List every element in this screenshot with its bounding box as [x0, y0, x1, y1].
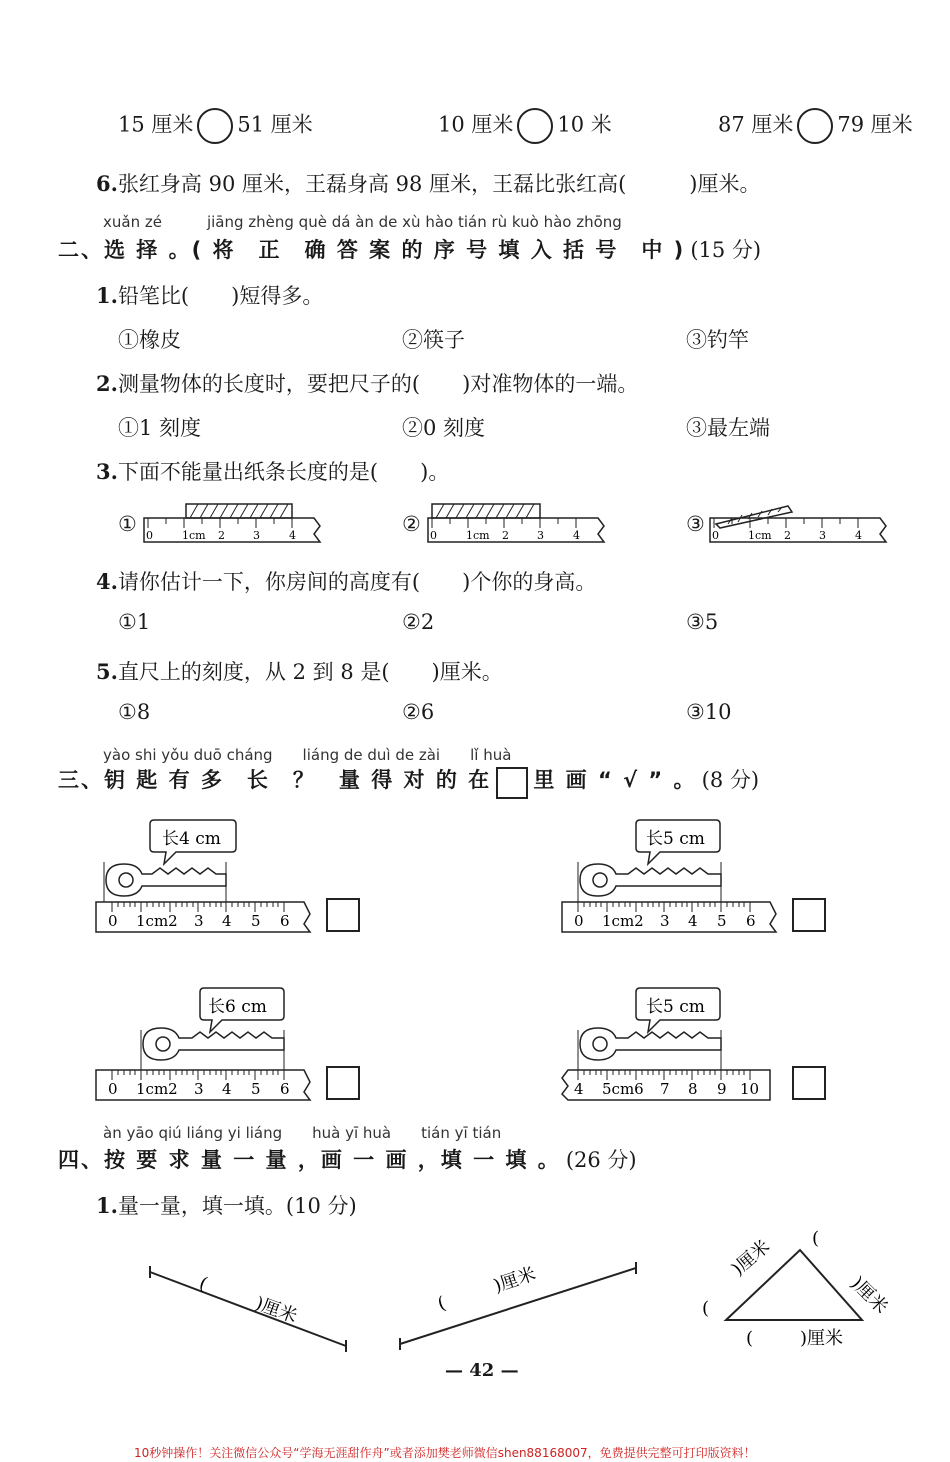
tick-label: 5 [251, 1080, 261, 1098]
triangle-left-unit: )厘米 [727, 1236, 775, 1280]
segment-1 [150, 1272, 346, 1346]
s2-q2-option-1[interactable]: ①1 刻度 [118, 416, 202, 440]
compare-item-2: 10 厘米 10 米 [438, 108, 612, 144]
s2-q1-option-3[interactable]: ③钓竿 [686, 328, 749, 352]
key-shape [580, 1028, 721, 1060]
tick-label: 0 [574, 912, 584, 930]
tick-label: 5cm6 [602, 1080, 644, 1098]
tick-label: 0 [146, 529, 153, 542]
s2-q4-option-1[interactable]: ①1 [118, 610, 151, 634]
ruler-with-strip-1 [142, 500, 327, 548]
strip-hatch [190, 504, 288, 518]
s2-q2-option-2[interactable]: ②0 刻度 [402, 416, 486, 440]
compare-item-3: 87 厘米 79 厘米 [718, 108, 913, 144]
bubble-label: 长5 cm [646, 829, 705, 849]
key-figure-3 [92, 982, 322, 1106]
key-answer-box-4[interactable] [792, 1066, 826, 1100]
tick-label: 4 [855, 529, 862, 542]
tick-label: 6 [280, 1080, 290, 1098]
page-number: — 42 — [445, 1360, 519, 1381]
tick-label: 3 [253, 529, 260, 542]
s2-question-1: 1.铅笔比( )短得多。 [96, 283, 324, 308]
key-figure-1 [92, 814, 322, 938]
tick-label: 4 [573, 529, 580, 542]
key-shape [580, 864, 721, 896]
tick-label: 3 [819, 529, 826, 542]
compare-item-1: 15 厘米 51 厘米 [118, 108, 313, 144]
tick-label: 9 [717, 1080, 727, 1098]
tick-label: 8 [688, 1080, 698, 1098]
s2-q3-option-1[interactable]: ① [118, 512, 137, 536]
key-shape [106, 864, 226, 896]
s4-question-1: 1.量一量，填一填。(10 分) [96, 1193, 357, 1218]
tick-label: 1cm2 [602, 912, 644, 930]
triangle-bottom-unit: )厘米 [800, 1328, 844, 1349]
ruler-with-strip-2 [426, 500, 611, 548]
tick-label: 0 [108, 1080, 118, 1098]
segment-2-unit: )厘米 [491, 1263, 539, 1297]
tick-label: 6 [280, 912, 290, 930]
section3-pinyin: yào shi yǒu duō cháng liáng de duì de zài lǐ huà [103, 746, 512, 764]
svg-text:(: ( [812, 1228, 820, 1249]
s2-q1-option-2[interactable]: ②筷子 [402, 328, 465, 352]
s2-q5-option-3[interactable]: ③10 [686, 700, 732, 724]
tick-label: 6 [746, 912, 756, 930]
s2-q3-option-2[interactable]: ② [402, 512, 421, 536]
s2-q3-option-3[interactable]: ③ [686, 512, 705, 536]
tick-label: 4 [289, 529, 296, 542]
tick-label: 0 [712, 529, 719, 542]
tick-label: 4 [688, 912, 698, 930]
s2-question-4: 4.请你估计一下，你房间的高度有( )个你的身高。 [96, 569, 597, 594]
tick-label: 10 [740, 1080, 760, 1098]
s2-q2-option-3[interactable]: ③最左端 [686, 416, 770, 440]
tick-label: 0 [108, 912, 118, 930]
compare-circle-1[interactable] [197, 108, 233, 144]
s2-question-5: 5.直尺上的刻度，从 2 到 8 是( )厘米。 [96, 659, 503, 684]
tick-label: 1cm [182, 529, 206, 542]
tick-label: 4 [222, 912, 232, 930]
answer-box-sample [496, 767, 528, 799]
tick-label: 7 [660, 1080, 670, 1098]
segment-1-unit: )厘米 [252, 1292, 300, 1328]
section4-header: 四、按 要 求 量 一 量 ，画 一 画 ，填 一 填 。 (26 分) [58, 1148, 637, 1172]
bubble-label: 长4 cm [162, 829, 221, 849]
s2-q5-option-1[interactable]: ①8 [118, 700, 151, 724]
compare-circle-2[interactable] [517, 108, 553, 144]
tick-label: 3 [194, 1080, 204, 1098]
key-figure-2 [558, 814, 788, 938]
tick-label: 4 [574, 1080, 584, 1098]
tick-label: 2 [218, 529, 225, 542]
key-figure-4 [558, 982, 788, 1106]
s2-q4-option-3[interactable]: ③5 [686, 610, 719, 634]
tick-label: 0 [430, 529, 437, 542]
tick-label: 2 [784, 529, 791, 542]
measure-figures [140, 1228, 910, 1358]
strip-hatch [436, 504, 534, 518]
tick-label: 3 [537, 529, 544, 542]
tick-label: 3 [194, 912, 204, 930]
svg-text:(: ( [746, 1328, 754, 1349]
section3-header: 三、钥 匙 有 多 长 ？ 量 得 对 的 在 里 画 “ √ ” 。 (8 分) [58, 764, 759, 799]
tick-label: 1cm2 [136, 1080, 178, 1098]
compare-circle-3[interactable] [797, 108, 833, 144]
ruler-ticks [148, 518, 292, 528]
tick-label: 4 [222, 1080, 232, 1098]
tick-label: 5 [717, 912, 727, 930]
key-answer-box-2[interactable] [792, 898, 826, 932]
question-6: 6.张红身高 90 厘米，王磊身高 98 厘米，王磊比张红高( )厘米。 [96, 171, 761, 196]
svg-text:(: ( [702, 1298, 710, 1319]
bubble-label: 长6 cm [208, 997, 267, 1017]
svg-text:(: ( [196, 1272, 211, 1296]
s2-question-2: 2.测量物体的长度时，要把尺子的( )对准物体的一端。 [96, 371, 639, 396]
paper-strip [186, 504, 292, 518]
tick-label: 5 [251, 912, 261, 930]
key-answer-box-3[interactable] [326, 1066, 360, 1100]
key-answer-box-1[interactable] [326, 898, 360, 932]
ruler-ticks [432, 518, 576, 528]
svg-text:(: ( [435, 1292, 449, 1315]
key-shape [143, 1028, 284, 1060]
triangle-right-unit: )厘米 [846, 1272, 892, 1318]
paper-strip [432, 504, 540, 518]
tick-label: 2 [502, 529, 509, 542]
footer-promo: 10秒钟操作！关注微信公众号“学海无涯甜作舟”或者添加樊老师微信shen88168007，免费提供完整可打印版资料！ [134, 1446, 756, 1460]
s2-q4-option-2[interactable]: ②2 [402, 610, 435, 634]
section2-header: 二、选 择 。( 将 正 确 答 案 的 序 号 填 入 括 号 中 ) (15 分) [58, 238, 762, 262]
section2-pinyin: xuǎn zé jiāng zhèng què dá àn de xù hào tián rù kuò hào zhōng [103, 213, 622, 231]
tick-label: 1cm [466, 529, 490, 542]
bubble-label: 长5 cm [646, 997, 705, 1017]
s2-question-3: 3.下面不能量出纸条长度的是( )。 [96, 459, 450, 484]
tick-label: 3 [660, 912, 670, 930]
tick-label: 1cm [748, 529, 772, 542]
tick-label: 1cm2 [136, 912, 178, 930]
s2-q1-option-1[interactable]: ①橡皮 [118, 328, 181, 352]
ruler-with-strip-3 [708, 500, 893, 548]
section4-pinyin: àn yāo qiú liáng yi liáng huà yī huà tián yī tián [103, 1124, 502, 1142]
s2-q5-option-2[interactable]: ②6 [402, 700, 435, 724]
